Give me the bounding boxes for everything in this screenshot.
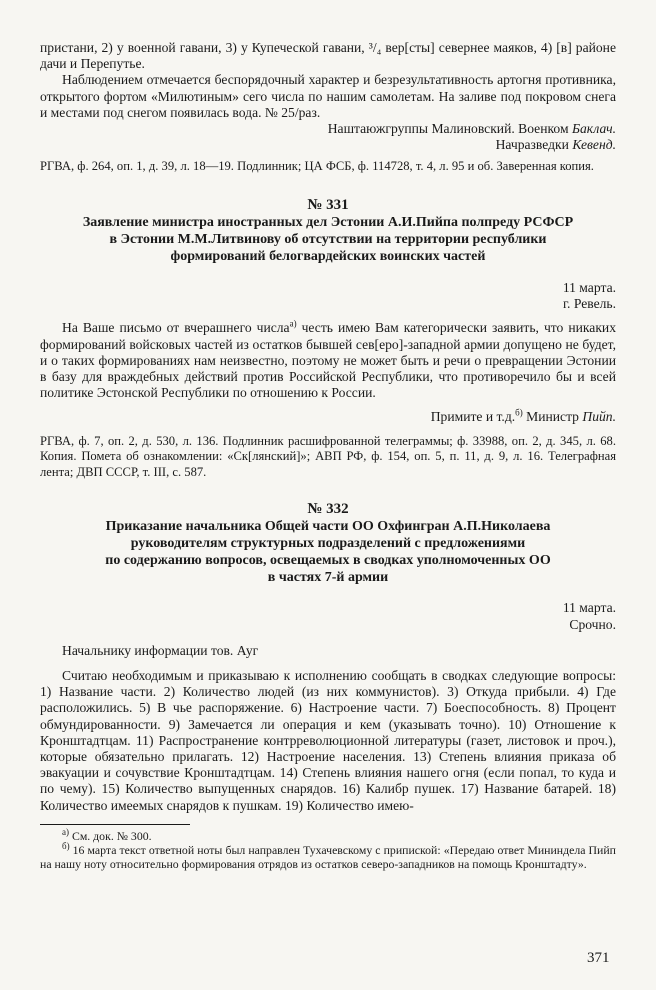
signature-name-baklach: Баклач.: [571, 121, 616, 137]
doc-331-title-line: в Эстонии М.М.Литвинову об отсутствии на территории республики: [109, 232, 547, 248]
footnote-ref-a: а): [289, 318, 297, 329]
footnote-divider: [40, 824, 190, 825]
doc-331-signature: Примите и т.д.$^{б)}$ Министр Пийп.: [430, 407, 616, 425]
doc-332-title: [40, 518, 616, 586]
top-paragraph-1: пристани, 2) у военной гавани, 3) у Купеческой гавани, ³/₄ вер[сты] севернее маяков, 4) [в] районе дачи и Перепутье.: [40, 40, 616, 72]
doc-332-body: Считаю необходимым и приказываю к исполнению сообщать в сводках следующие вопросы: 1) Название части. 2) Количество людей (из них коммунистов). 3) Откуда прибыли. 4) Где расположились. 5) В чье распоряжение. 6) Настроение части. 7) Боеспособность. 8) Процент обмундированности. 9) Замечается ли операция и кем (указывать точно). 10) Отношение к Кронштадтцам. 11) Распространение контрреволюционной литературы (газет, листовок и проч.), которые обязательно прилагать. 12) Настроение населения. 13) Степень влияния приказа об эвакуации и сочувствие Кронштадтцам. 14) Степень влияния нашего огня (если попал, то куда и по чему). 15) Количество выпущенных снарядов. 16) Калибр пушек. 17) Название батарей. 18) Количество имеемых снарядов к пушкам. 19) Количество имею-: [40, 668, 616, 813]
footnote-b: $^{б)}$ 16 марта текст ответной ноты был направлен Тухачевскому с припиской: «Передаю ответ Мининдела Пийп на нашу ноту относительно формирования отрядов из остатков северо-западников на помощь Кронштадту».: [40, 841, 616, 872]
doc-331-place: г. Ревель.: [562, 296, 616, 312]
signature-name-piip: Пийп.: [582, 409, 616, 425]
doc-332-number: № 332: [307, 501, 349, 518]
signature-name-kevend: Кевенд.: [572, 137, 616, 153]
top-paragraph-2: Наблюдением отмечается беспорядочный характер и безрезультативность артогня противника, открытого фортом «Милютиным» сего числа по нашим самолетам. На заливе под покровом снега и местами под снегом появилась вода. № 25/раз.: [40, 72, 616, 120]
doc-332-title-line: по содержанию вопросов, освещаемых в сводках уполномоченных ОО: [105, 553, 551, 569]
page-number: 371: [587, 950, 610, 966]
archive-source-top: РГВА, ф. 264, оп. 1, д. 39, л. 18—19. Подлинник; ЦА ФСБ, ф. 114728, т. 4, л. 95 и об. Заверенная копия.: [40, 159, 594, 174]
doc-332-title-line: руководителям структурных подразделений с предложениями: [130, 536, 526, 552]
doc-332-addressee: Начальнику информации тов. Ауг: [62, 642, 259, 658]
signature-line-1: Наштаюжгруппы Малиновский. Военком Баклач.: [327, 121, 616, 137]
doc-332-title-line: в частях 7-й армии: [267, 570, 389, 586]
doc-331-date: 11 марта.: [562, 280, 616, 296]
doc-331-title-line: Заявление министра иностранных дел Эстонии А.И.Пийпа полпреду РСФСР: [82, 215, 574, 231]
doc-332-title-line: Приказание начальника Общей части ОО Охфингран А.П.Николаева: [105, 519, 551, 535]
signature-line-2: Начразведки Кевенд.: [495, 137, 616, 153]
doc-331-body: На Ваше письмо от вчерашнего числа$^{а)}$ честь имею Вам категорически заявить, что никаких формирований войсковых частей из остатков бывшей сев[еро]-западной армии допущено не будет, и о таких формированиях нам неизвестно, поэтому не может быть и речи о превращении Эстонии в базу для враждебных действий против Российской Республики, что противоречило бы и всей политике Эстонской Республики по отношению к России.: [40, 318, 616, 401]
footnote-a: $^{а)}$ См. док. № 300.: [62, 826, 152, 843]
doc-331-title-line: формирований белогвардейских воинских частей: [170, 249, 486, 265]
footnote-ref-b: б): [515, 407, 523, 418]
doc-331-source: РГВА, ф. 7, оп. 2, д. 530, л. 136. Подлинник расшифрованной телеграммы; ф. 33988, оп. 2, д. 345, л. 68. Копия. Помета об ознакомлении: «Ск[лянский]»; АВП РФ, ф. 154, оп. 5, п. 11, д. 9, л. 16. Телеграфная лента; ДВП СССР, т. III, с. 587.: [40, 433, 616, 479]
doc-331-number: № 331: [307, 197, 349, 214]
doc-332-date: 11 марта.: [562, 600, 616, 616]
doc-332-urgency: Срочно.: [569, 616, 616, 632]
doc-331-title: [40, 214, 616, 265]
